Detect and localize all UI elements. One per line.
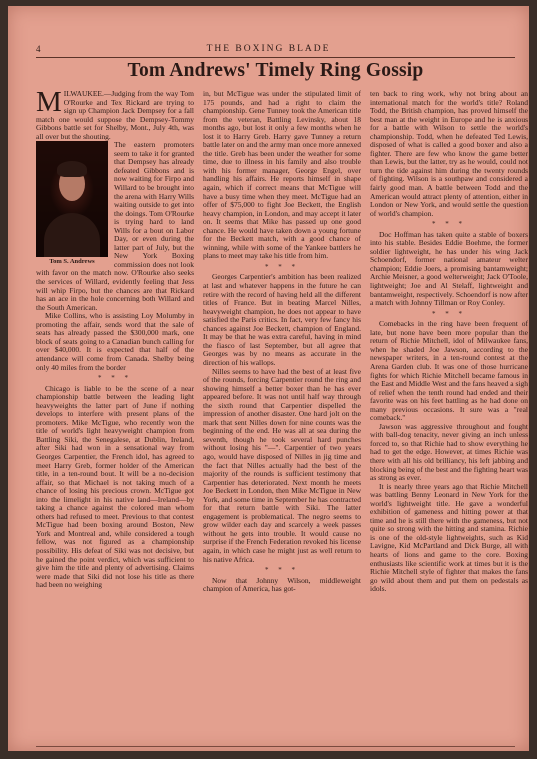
page-number: 4: [36, 44, 41, 54]
paragraph: ten back to ring work, why not bring about an international match for the world's title? Roland Todd, the British champion, has proved himself the best man at the weight in Europe and he is anxious for a battle with Wilson to settle the world's championship. Todd, when he defeated Ted Lewis, disposed of what is called a good boxer and also a fighter. There are few who know the game better than Lewis, but the latter, try as he would, could not turn the tide against him during the twenty rounds of fighting. Wilson is a southpaw and considered a fairly good man. A battle between Todd and the American would attract plenty of attention, either in London or New York, and would settle the question of world's champion.: [370, 89, 528, 218]
section-divider: * * *: [265, 262, 299, 271]
drop-cap: M: [36, 86, 62, 118]
paragraph: MILWAUKEE.—Judging from the way Tom O'Rourke and Tex Rickard are trying to sign up Champion Jack Dempsey for a fall match one would suppose the Dempsey-Tommy Gibbons battle set for Shelby, Mont., July 4th, was all over but the shouting.: [36, 86, 194, 141]
section-divider: * * *: [432, 220, 466, 229]
paragraph: It is nearly three years ago that Richie Mitchell was battling Benny Leonard in New York for the world's lightweight title. He gave a wonderful exhibition of gameness and hitting power at that time and he is still there with the gameness, but not quite so strong with the hitting and stamina. Richie is one of the old-style lightweights, such as Kid Lavigne, Kid McPartland and Dick Burge, all with hearts of lions and game to the core. Boxing enthusiasts like scientific work at times but it is the Richie Mitchell style of fighter that makes the fans go wild about them and put them on pedestals as idols.: [370, 481, 528, 594]
paragraph: Nilles seems to have had the best of at least five of the rounds, forcing Carpentier round the ring and showing himself a better boxer than he has ever appeared before. It was not until half way through the sixth round that Carpentier dispelled the impression of another disaster. One hard jolt on the mark that sent Nilles down for nine counts was the beginning of the end. He was all at sea during the seventh, though he took several hard punches without losing his "—". Carpentier of two years ago, would have disposed of Nilles in jig time and the fact that Nilles actually had the best of the majority of the rounds is sufficient testimony that Carpentier has deteriorated. Next month he meets Joe Beckett in London, then Mike McTigue in New York, and some time in September he has contracted for that return battle with Siki. The latter engagement is problematical. The negro seems to grow wilder each day and scarcely a week passes without he gets into trouble. It would cause no surprise if the French Federation revoked his license again, in which case he might just as well return to his native Africa.: [203, 366, 361, 564]
photo-caption: Tom S. Andrews: [49, 258, 95, 266]
header-rule: [36, 57, 515, 58]
paragraph: in, but McTigue was under the stipulated limit of 175 pounds, and had a right to claim the championship. Gene Tunney took the American title from the veteran, Battling Levinsky, about 18 months ago, but lost it only a few months when he lost it to Harry Greb. Harry gave Tunney a return battle later on and the army man once more annexed the title. Greb has been under the weather for some time, due to illness in his family and also trouble with his former manager, George Engel, over handling his affairs. He reports himself in shape again, which if correct means that McTigue will have a busy time when they meet. McTigue had an offer of $75,000 to fight Joe Beckett, the English heavy champion, in London, and may accept it later on. It seems that Mike has passed up one good chance. He would have taken down a young fortune for the Beckett match, with a good chance of winning, while with some of the Yankee battlers he plans to meet may take his title from him.: [203, 89, 361, 261]
paragraph: Mike Collins, who is assisting Loy Molumby in promoting the affair, sends word that the sale of seats has already passed the $300,000 mark, one block of seats going to a Canadian bunch calling for over $40,000. It is expected that half of the attendance will come from Canada. Shelby being only 40 miles from the border: [36, 311, 194, 372]
magazine-page: [8, 6, 529, 751]
author-photo: [36, 141, 108, 267]
magazine-title: THE BOXING BLADE: [206, 44, 331, 54]
section-divider: * * *: [432, 309, 466, 318]
paragraph: The eastern promoters seem to take it for granted that Dempsey has already defeated Gibbons and is now waiting for Firpo and Willard to be brought into the arena with Harry Wills waiting outside to get into the doings. Tom O'Rourke is trying hard to land Wills for a bout on Labor Day, or even during the latter part of July, but the New York Boxing commission does not look with favor on the match now. O'Rourke also seeks the services of Willard, evidently feeling that Jess will whip Firpo, but the chances are that Rickard has an ace in the hole concerning both Willard and the South American.: [36, 140, 194, 312]
paragraph: Now that Johnny Wilson, middleweight champion of America, has got-: [203, 575, 361, 594]
portrait-image: [36, 141, 108, 257]
column-3: [370, 90, 528, 594]
paragraph: Doc Hoffman has taken quite a stable of boxers into his stable. Besides Eddie Boehme, the former soldier lightweight, he has under his wing Jack Schoendorf, former national amateur welter champion; Eddie Joers, a promising bantamweight; Archie Meisner, a good welterweight; Jack O'Toole, lightweight; Joe and Al Stelaff, lightweight and bantamweight, respectively. Schoendorf is now after a match with Johnny Tillman or Roy Conley.: [370, 229, 528, 308]
paragraph: Georges Carpentier's ambition has been realized at last and whatever happens in the future he can retire with the record of having held all the different titles of France. But in beating Marcel Nilles, heavyweight champion, he does not appear to have satisfied the Paris critics. In fact, very few fancy his chances against Joe Beckett, champion of England. It may be that he was extra careful, having in mind the fiasco of last September, but all agree that Georges was by no means as accurate in the direction of his wallops.: [203, 272, 361, 367]
section-divider: * * *: [265, 566, 299, 575]
paragraph: Comebacks in the ring have been frequent of late, but none have been more popular than the return of Richie Mitchell, idol of Milwaukee fans, when he shaded Joe Jawson, according to the newspaper writers, in a ten-round contest at the Arena Garden club. It was one of those hurricane fights for which Richie Mitchell became famous in the East and Middle West and the fans heaved a sigh of relief when the tenth round had ended and their favorite was on his feet battling as he had done on many previous occasions. It sure was a "real comeback.": [370, 319, 528, 423]
article-title: Tom Andrews' Timely Ring Gossip: [127, 60, 424, 81]
column-2: [203, 90, 361, 594]
footer-rule: [36, 746, 515, 747]
paragraph: Chicago is liable to be the scene of a near championship battle between the leading light heavyweights the latter part of June if nothing develops to interfere with present plans of the promoters. Mike McTigue, who recently won the title of world's light heavyweight champion from Battling Siki, the Senegalese, at Dublin, Ireland, after Siki had won in a sensational way from Georges Carpentier, the French idol, has agreed to meet Harry Greb, former holder of the American title, in a ten-round bout. It will be a no-decision affair, so that Michael is not taking much of a chance of losing his precious crown. McTigue got into the limelight in his native land—Ireland—by taking a chance against the colored man whom others had refused to meet. Previous to that contest McTigue had been boxing around Boston, New York and Montreal and, while considered a tough fellow, was not figured as a championship possibility. His defeat of Siki was not decisive, but he gained the point verdict, which was sufficient to give him the title and plenty of advertising. Claims were made that Siki did not lose his title as there had been no weighing: [36, 383, 194, 590]
section-divider: * * *: [98, 374, 132, 383]
paragraph: Jawson was aggressive throughout and fought with ball-dog tenacity, never giving an inch unless forced to, so that Richie had to show everything he had to get the edge. However, at times Richie was there with all his old brilliancy, his left jabbing and blocking being of the best and the fighting heart was as strong as ever.: [370, 421, 528, 483]
column-1: [36, 86, 194, 590]
